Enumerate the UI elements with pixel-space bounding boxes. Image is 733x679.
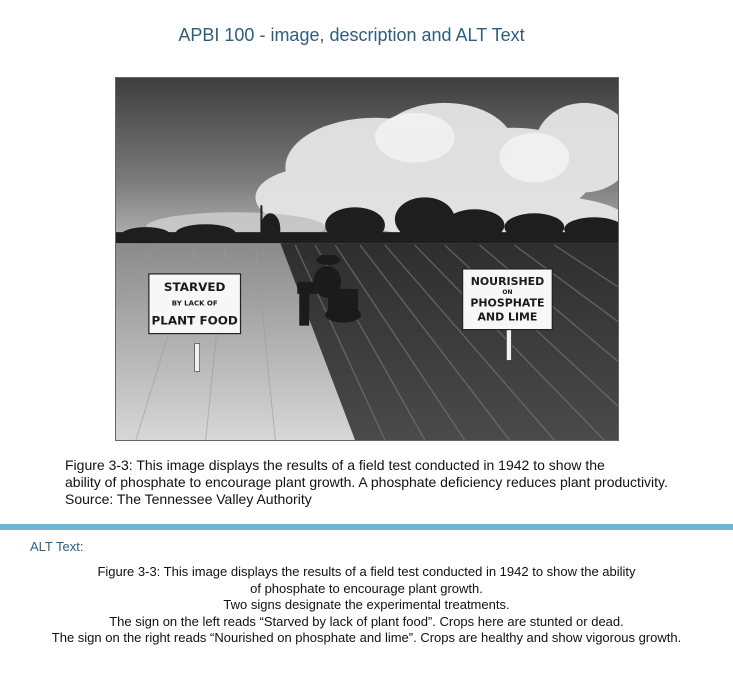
caption-line: Figure 3-3: This image displays the results of a field test conducted in 1942 to show the bbox=[65, 457, 605, 473]
alt-text-heading: ALT Text: bbox=[30, 539, 84, 554]
right-sign-line3: PHOSPHATE bbox=[470, 296, 545, 310]
alt-text-line: The sign on the left reads “Starved by lack of plant food”. Crops here are stunted or dead. bbox=[109, 613, 624, 629]
left-sign-line2: BY LACK OF bbox=[171, 299, 218, 308]
alt-text-line: Figure 3-3: This image displays the results of a field test conducted in 1942 to show the ability bbox=[97, 564, 636, 579]
left-sign-line1: STARVED bbox=[163, 279, 226, 294]
field-test-photo bbox=[115, 77, 619, 441]
alt-text-line: of phosphate to encourage plant growth. bbox=[250, 580, 483, 596]
right-sign-line2: ON bbox=[502, 288, 513, 296]
page-title: APBI 100 - image, description and ALT Text bbox=[178, 25, 525, 45]
right-sign-line1: NOURISHED bbox=[470, 274, 545, 288]
right-sign-line4: AND LIME bbox=[477, 310, 538, 324]
figure-caption bbox=[65, 457, 730, 508]
caption-line: ability of phosphate to encourage plant growth. A phosphate deficiency reduces plant productivity. bbox=[65, 474, 668, 490]
left-sign-line3: PLANT FOOD bbox=[151, 313, 238, 328]
caption-line: Source: The Tennessee Valley Authority bbox=[65, 491, 312, 507]
alt-text-body bbox=[0, 564, 733, 647]
alt-text-line: Two signs designate the experimental treatments. bbox=[223, 597, 510, 613]
field-test-photo-graphic bbox=[116, 78, 618, 440]
alt-text-line: The sign on the right reads “Nourished on phosphate and lime”. Crops are healthy and show vigorous growth. bbox=[51, 630, 682, 646]
section-divider bbox=[0, 524, 733, 530]
